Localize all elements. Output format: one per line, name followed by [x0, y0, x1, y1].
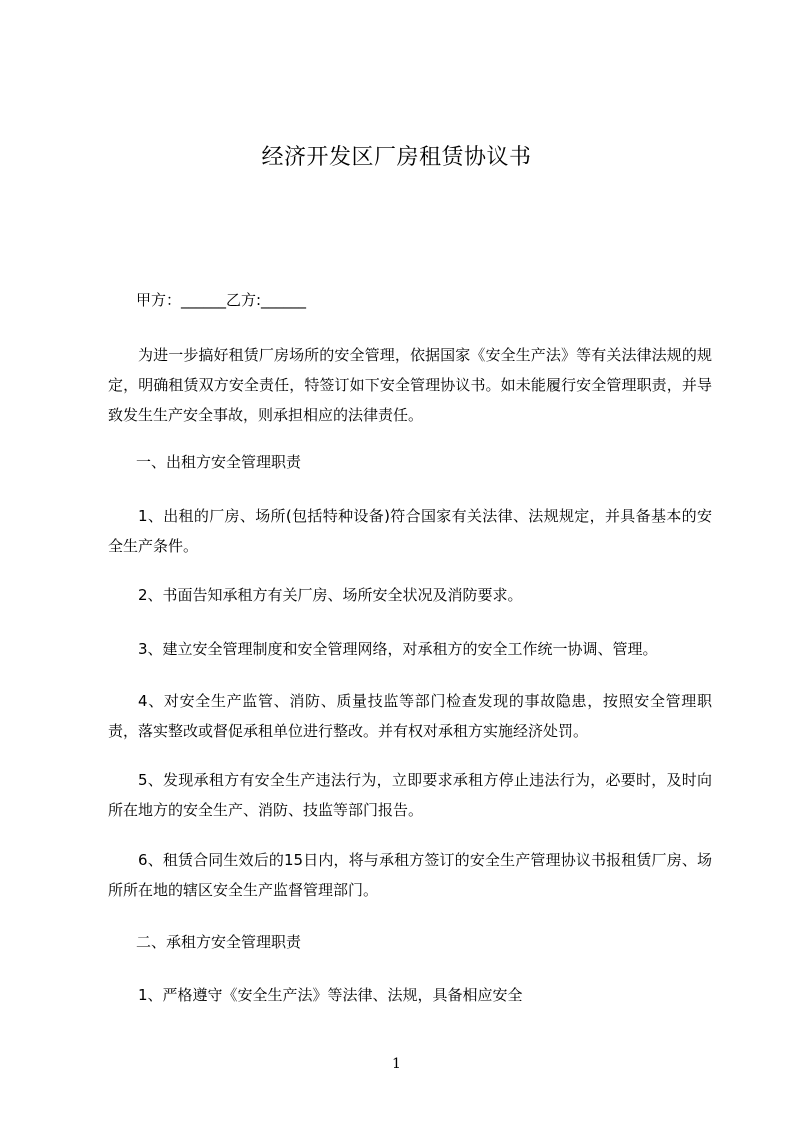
intro-paragraph: 为进一步搞好租赁厂房场所的安全管理，依据国家《安全生产法》等有关法律法规的规定，明确租赁双方安全责任，特签订如下安全管理协议书。如未能履行安全管理职责，并导致发生生产安全事故，则承担相应的法律责任。: [108, 346, 712, 424]
lessor-clause-5: 5、发现承租方有安全生产违法行为，立即要求承租方停止违法行为，必要时，及时向所在地方的安全生产、消防、技监等部门报告。: [108, 771, 712, 819]
lessee-clause-1: 1、严格遵守《安全生产法》等法律、法规，具备相应安全: [138, 986, 523, 1004]
lessor-clause-6: 6、租赁合同生效后的15日内，将与承租方签订的安全生产管理协议书报租赁厂房、场所所在地的辖区安全生产监督管理部门。: [108, 851, 712, 899]
section-heading-lessor: 一、出租方安全管理职责: [136, 453, 302, 471]
page-number: 1: [392, 1056, 401, 1072]
lessor-clause-1: 1、出租的厂房、场所(包括特种设备)符合国家有关法律、法规规定，并具备基本的安全生产条件。: [108, 507, 712, 555]
lessor-clause-3: 3、建立安全管理制度和安全管理网络，对承租方的安全工作统一协调、管理。: [138, 640, 658, 658]
parties-line: 甲方：______乙方:______: [136, 291, 307, 309]
section-heading-lessee: 二、承租方安全管理职责: [136, 933, 302, 951]
lessor-clause-4: 4、对安全生产监管、消防、质量技监等部门检查发现的事故隐患，按照安全管理职责，落实整改或督促承租单位进行整改。并有权对承租方实施经济处罚。: [108, 692, 712, 740]
document-title: 经济开发区厂房租赁协议书: [261, 145, 532, 170]
lessor-clause-2: 2、书面告知承租方有关厂房、场所安全状况及消防要求。: [138, 586, 523, 604]
